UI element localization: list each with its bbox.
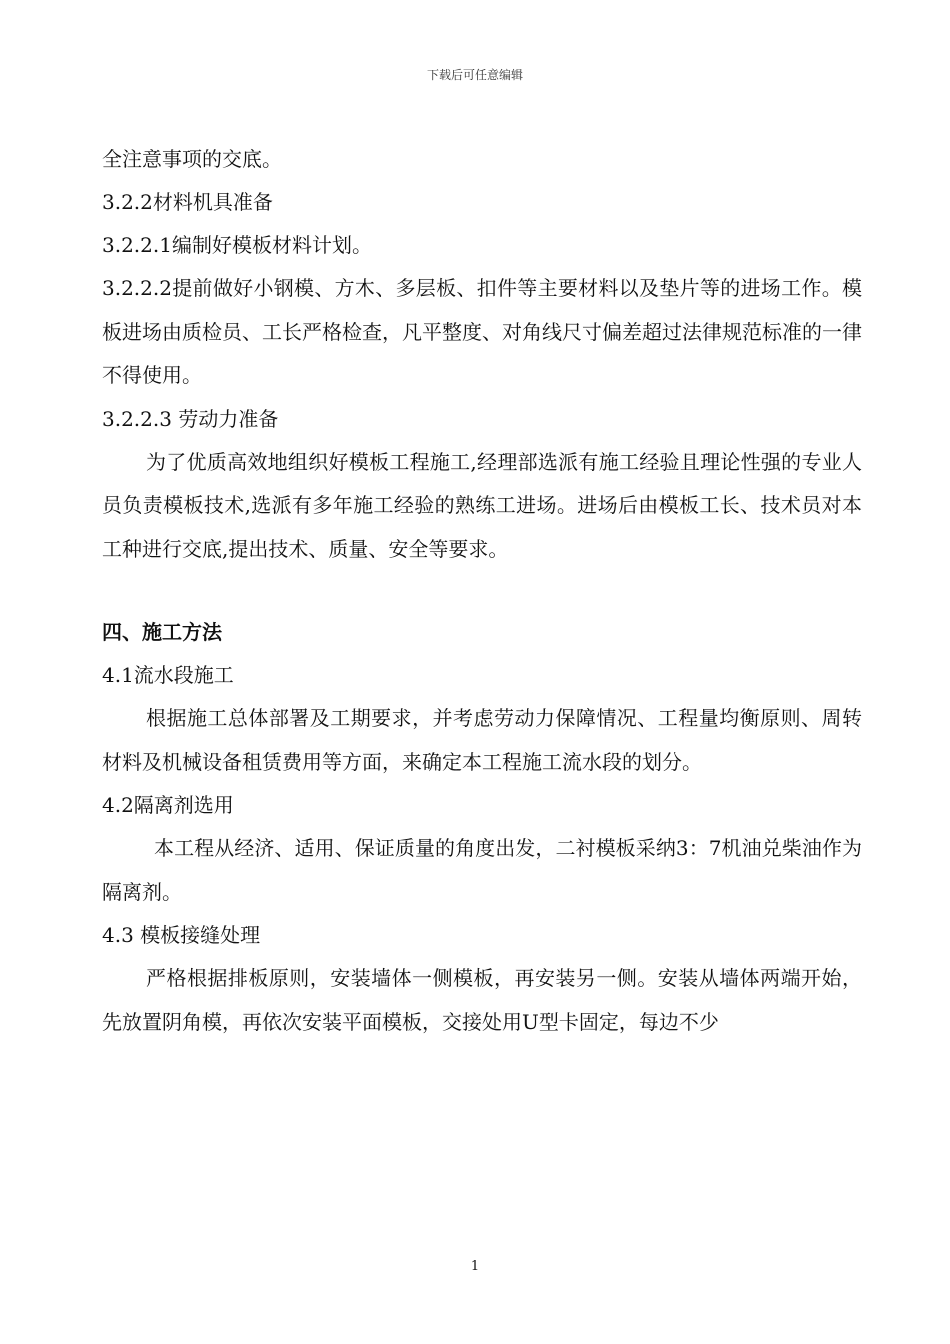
section-4-heading: 四、施工方法	[102, 620, 222, 644]
document-body	[102, 138, 862, 1044]
paragraph-continuation: 全注意事项的交底。	[102, 147, 282, 171]
item-3-2-2-1: 3.2.2.1编制好模板材料计划。	[102, 233, 372, 257]
labor-preparation-paragraph: 为了优质高效地组织好模板工程施工,经理部选派有施工经验且理论性强的专业人员负责模板技术,选派有多年施工经验的熟练工进场。进场后由模板工长、技术员对本工种进行交底,提出技术、质量、安全等要求。	[102, 449, 862, 561]
item-3-2-2-2: 3.2.2.2提前做好小钢模、方木、多层板、扣件等主要材料以及垫片等的进场工作。模板进场由质检员、工长严格检查，凡平整度、对角线尺寸偏差超过法律规范标准的一律不得使用。	[102, 276, 862, 387]
page-number: 1	[470, 1259, 480, 1274]
section-4-3-paragraph: 严格根据排板原则，安装墙体一侧模板，再安装另一侧。安装从墙体两端开始，先放置阴角模，再依次安装平面模板，交接处用U型卡固定，每边不少	[102, 966, 862, 1034]
section-4-1-paragraph: 根据施工总体部署及工期要求，并考虑劳动力保障情况、工程量均衡原则、周转材料及机械设备租赁费用等方面，来确定本工程施工流水段的划分。	[102, 706, 862, 774]
section-3-2-2-title: 3.2.2材料机具准备	[102, 190, 273, 214]
item-3-2-2-3-title: 3.2.2.3 劳动力准备	[102, 406, 279, 431]
section-4-2-paragraph: 本工程从经济、适用、保证质量的角度出发，二衬模板采纳3：7机油兑柴油作为隔离剂。	[102, 836, 862, 904]
section-4-2-title: 4.2隔离剂选用	[102, 793, 234, 817]
section-4-3-title: 4.3 模板接缝处理	[102, 923, 261, 947]
section-4-1-title: 4.1流水段施工	[102, 663, 234, 687]
page-header: 下载后可任意编辑	[426, 68, 523, 82]
